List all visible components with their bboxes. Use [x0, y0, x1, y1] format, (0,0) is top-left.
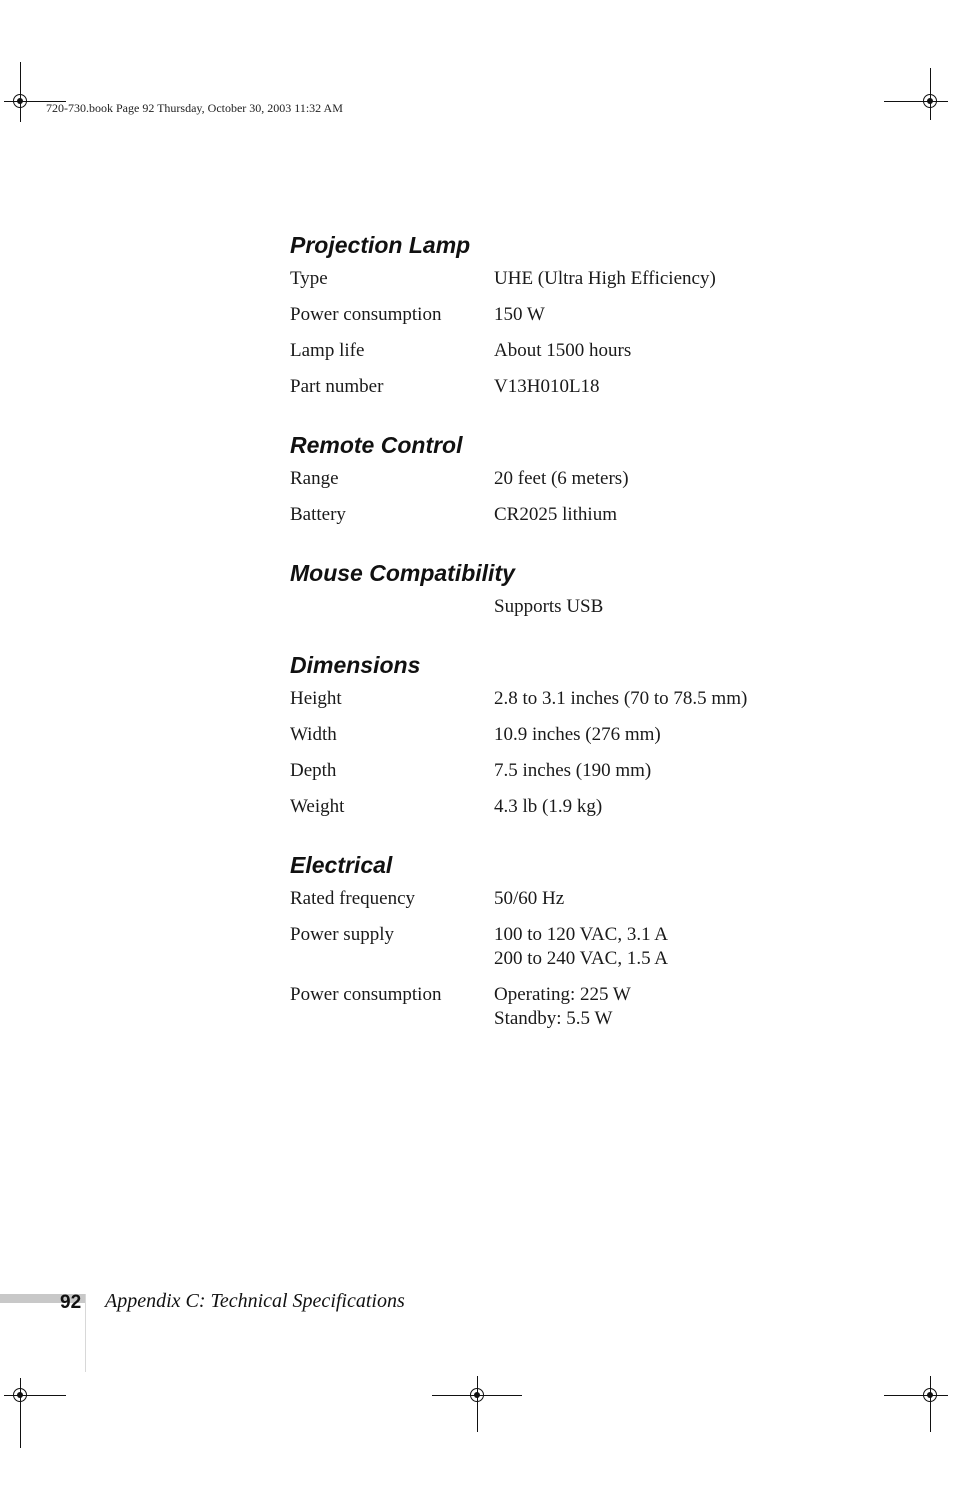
spec-label: Weight: [290, 796, 345, 817]
spec-label: Power consumption: [290, 984, 442, 1005]
spec-value-line: Operating: 225 W: [494, 984, 631, 1005]
spec-content: [290, 228, 890, 1060]
section-heading: Remote Control: [290, 432, 463, 458]
spec-row: [290, 503, 890, 527]
print-header: 720-730.book Page 92 Thursday, October 30, 2003 11:32 AM: [46, 101, 343, 115]
spec-value: [494, 983, 890, 1031]
spec-value-line: 7.5 inches (190 mm): [494, 760, 652, 781]
spec-value-line: 150 W: [494, 304, 545, 325]
section-heading: Mouse Compatibility: [290, 560, 515, 586]
footer-divider: [85, 1294, 86, 1372]
section-electrical: [290, 848, 890, 1031]
spec-row: [290, 723, 890, 747]
spec-row: [290, 759, 890, 783]
spec-value: [494, 467, 890, 491]
spec-value: [494, 303, 890, 327]
spec-label: Battery: [290, 504, 346, 525]
spec-value-line: 4.3 lb (1.9 kg): [494, 796, 603, 817]
registration-mark-bottom-center-icon: [430, 1370, 525, 1450]
spec-label: Width: [290, 724, 337, 745]
registration-mark-bottom-right-icon: [882, 1370, 954, 1450]
spec-label: Rated frequency: [290, 888, 416, 909]
registration-mark-top-right-icon: [882, 62, 954, 142]
spec-value: [494, 339, 890, 363]
spec-value: [494, 723, 890, 747]
spec-row: [290, 303, 890, 327]
spec-value: [494, 923, 890, 971]
spec-value-line: CR2025 lithium: [494, 504, 617, 525]
spec-value: [494, 887, 890, 911]
spec-value-line: 100 to 120 VAC, 3.1 A: [494, 924, 669, 945]
spec-value-line: Supports USB: [494, 596, 604, 617]
spec-value: [494, 595, 890, 619]
spec-value-line: Standby: 5.5 W: [494, 1008, 613, 1029]
spec-label: Power supply: [290, 924, 394, 945]
spec-value: [494, 687, 890, 711]
spec-row: [290, 467, 890, 491]
spec-label: Depth: [290, 760, 337, 781]
spec-label: Part number: [290, 376, 384, 397]
spec-row: [290, 923, 890, 971]
section-heading: Projection Lamp: [290, 232, 471, 258]
spec-value-line: 20 feet (6 meters): [494, 468, 629, 489]
spec-row: [290, 267, 890, 291]
spec-label: Height: [290, 688, 342, 709]
spec-label: Range: [290, 468, 339, 489]
spec-value: [494, 759, 890, 783]
spec-value: [494, 795, 890, 819]
section-mouse-compatibility: [290, 556, 890, 619]
section-remote-control: [290, 428, 890, 527]
spec-value-line: About 1500 hours: [494, 340, 632, 361]
spec-value-line: 10.9 inches (276 mm): [494, 724, 661, 745]
spec-label: [290, 595, 494, 619]
spec-label: Power consumption: [290, 304, 442, 325]
section-heading: Dimensions: [290, 652, 421, 678]
spec-row: [290, 687, 890, 711]
registration-mark-bottom-left-icon: [0, 1370, 70, 1450]
spec-row: [290, 595, 890, 619]
section-projection-lamp: [290, 228, 890, 399]
spec-value-line: 200 to 240 VAC, 1.5 A: [494, 948, 669, 969]
spec-value-line: V13H010L18: [494, 376, 600, 397]
spec-row: [290, 887, 890, 911]
section-dimensions: [290, 648, 890, 819]
spec-row: [290, 795, 890, 819]
spec-label: Lamp life: [290, 340, 365, 361]
spec-row: [290, 339, 890, 363]
section-heading: Electrical: [290, 852, 393, 878]
spec-value: [494, 503, 890, 527]
spec-value-line: 2.8 to 3.1 inches (70 to 78.5 mm): [494, 688, 748, 709]
spec-row: [290, 983, 890, 1031]
footer-title: Appendix C: Technical Specifications: [105, 1290, 405, 1312]
spec-row: [290, 375, 890, 399]
spec-value: [494, 375, 890, 399]
page-number: 92: [60, 1292, 82, 1313]
spec-value-line: UHE (Ultra High Efficiency): [494, 268, 716, 289]
spec-label: Type: [290, 268, 328, 289]
spec-value-line: 50/60 Hz: [494, 888, 565, 909]
spec-value: [494, 267, 890, 291]
